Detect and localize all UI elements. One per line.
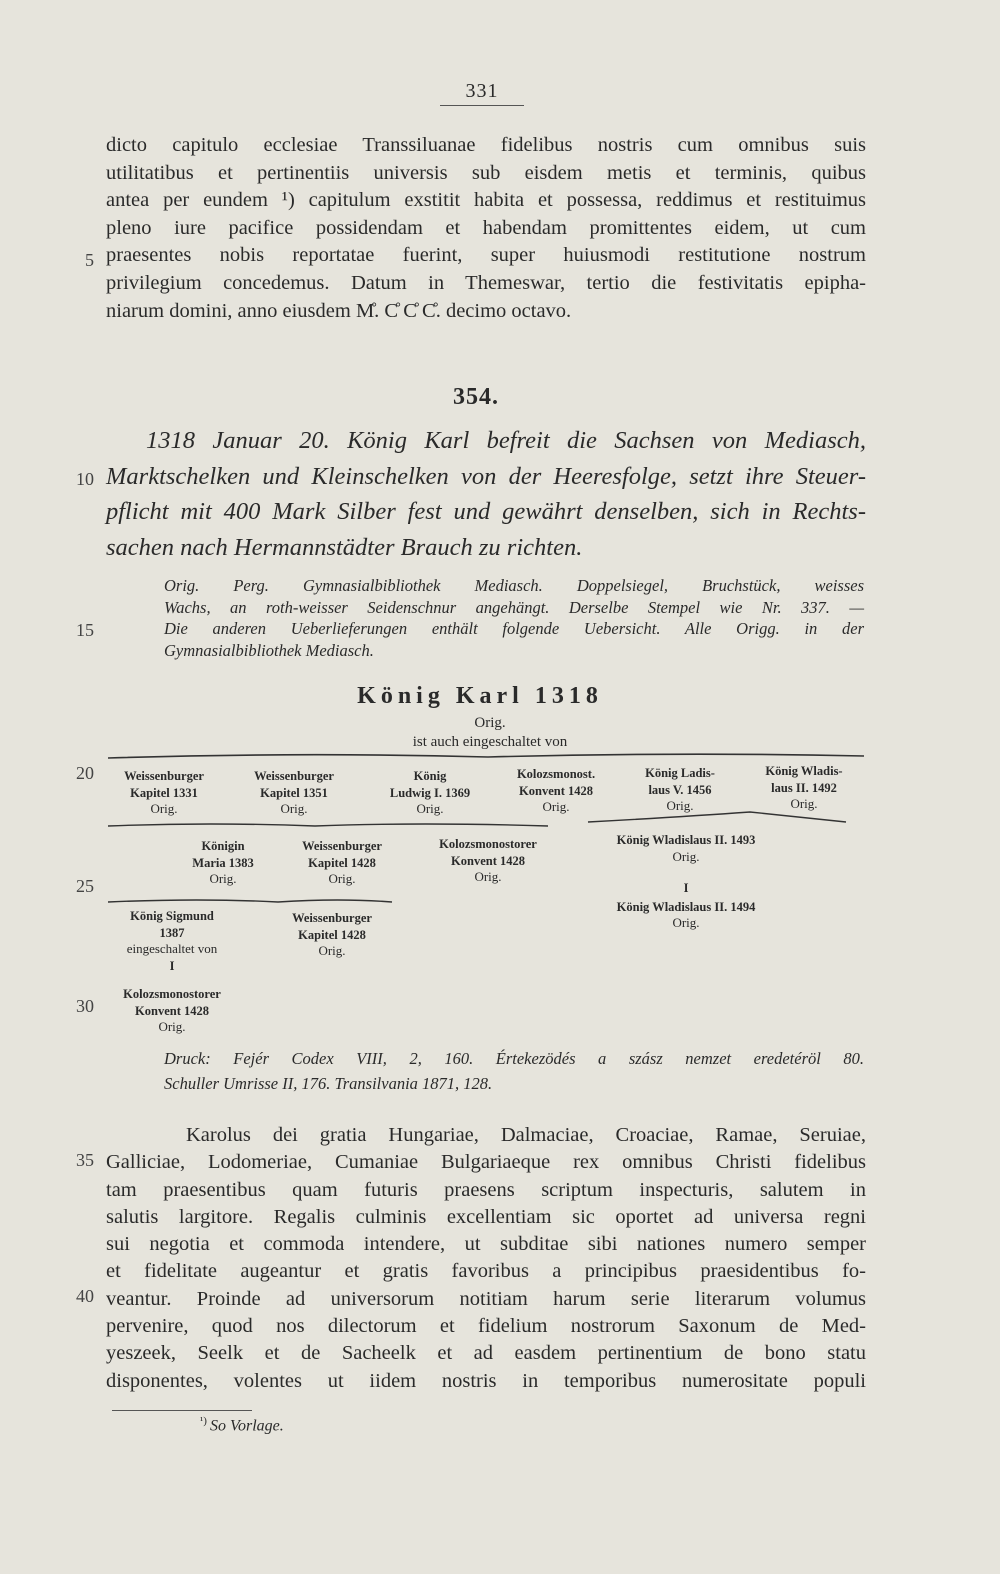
node-orig: eingeschaltet von (126, 941, 218, 956)
source-note (164, 575, 864, 661)
text-line: veantur. Proinde ad universorum notitiam harum serie literarum volumus (106, 1287, 866, 1310)
node-name: König Sigmund (130, 909, 214, 923)
node-name: Kapitel 1428 (308, 855, 376, 870)
text-line: salutis largitore. Regalis culminis excellentiam sic oportet ad universa regni (106, 1205, 866, 1228)
node-orig: Orig. (672, 848, 700, 864)
node-name: Kapitel 1331 (130, 785, 198, 800)
node-name: Weissenburger (302, 839, 382, 853)
text-line: sui negotia et commoda intendere, ut subditae sibi nationes numero semper (106, 1233, 866, 1256)
line-number: 30 (76, 996, 94, 1016)
node-name: Weissenburger (254, 769, 334, 783)
charter-text (106, 1122, 866, 1395)
note-line: Wachs, an roth-weisser Seidenschnur angehängt. Derselbe Stempel wie Nr. 337. — (164, 597, 864, 617)
note-line: Gymnasialbibliothek Mediasch. (164, 640, 374, 660)
node-orig: Orig. (158, 1019, 186, 1034)
line-number: 25 (76, 876, 94, 896)
text-line: niarum domini, anno eiusdem M̊. C̊ C̊ C̊. decimo octavo. (106, 299, 572, 322)
node-orig: Orig. (328, 871, 356, 886)
line-number: 10 (76, 469, 94, 489)
node-name: Konvent 1428 (135, 1003, 209, 1018)
druck-line: Druck: Fejér Codex VIII, 2, 160. Értekezödés a szász nemzet eredetéröl 80. (164, 1049, 864, 1068)
regest-line: Marktschelken und Kleinschelken von der Heeresfolge, setzt ihre Steuer- (106, 462, 866, 490)
node-name: 1387 (159, 925, 185, 940)
node-name: Konvent 1428 (451, 853, 525, 868)
stemma-orig: Orig. (474, 715, 506, 731)
stemma-node (500, 766, 612, 816)
node-orig: Orig. (672, 915, 700, 930)
print-references (164, 1046, 864, 1096)
node-name: Ludwig I. 1369 (389, 785, 471, 800)
stemma-node (586, 880, 786, 932)
node-orig: Orig. (280, 801, 308, 816)
node-name: König Wladis- (765, 764, 843, 778)
node-orig: Orig. (666, 798, 694, 813)
stemma-node (168, 838, 278, 888)
stemma-node (104, 986, 240, 1036)
text-line: Karolus dei gratia Hungariae, Dalmaciae, Croaciae, Ramae, Seruiae, (186, 1124, 866, 1146)
paragraph-continuation (106, 132, 866, 325)
text-line: antea per eundem ¹) capitulum exstitit habita et possessa, reddimus et restituimus (106, 189, 866, 212)
link-bar: I (683, 881, 689, 895)
node-name: Weissenburger (124, 769, 204, 783)
line-number: 5 (85, 250, 94, 270)
text-line: pervenire, quod nos dilectorum et fidelium nostrorum Saxonum de Med- (106, 1315, 866, 1338)
line-number: 40 (76, 1286, 94, 1306)
document-number: 354. (453, 384, 499, 410)
note-line: Orig. Perg. Gymnasialbibliothek Mediasch. Doppelsiegel, Bruchstück, weisses (164, 576, 864, 595)
text-line: privilegium concedemus. Datum in Themeswar, tertio die festivitatis epipha- (106, 271, 866, 294)
node-name: Kolozsmonostorer (439, 837, 537, 851)
node-orig: Orig. (150, 801, 178, 816)
page-number: 331 (440, 80, 524, 106)
regest-line: pflicht mit 400 Mark Silber fest und gewährt denselben, sich in Rechts- (106, 498, 866, 525)
regest-line: sachen nach Hermannstädter Brauch zu richten. (106, 533, 583, 561)
stemma-node (270, 910, 394, 960)
stemma-node (104, 908, 240, 974)
node-orig: Orig. (474, 869, 502, 884)
node-name: Kolozsmonostorer (123, 987, 221, 1001)
text-line: Galliciae, Lodomeriae, Cumaniae Bulgariaeque rex omnibus Christi fidelibus (106, 1151, 866, 1174)
stemma-node (420, 836, 556, 886)
node-name: Kolozsmonost. (516, 767, 596, 781)
node-orig: Orig. (318, 943, 346, 958)
text-line: pleno iure pacifice possidendam et habendam promittentes eidem, ut cum (106, 216, 866, 239)
node-name: König (413, 769, 447, 783)
stemma-subtitle: ist auch eingeschaltet von (412, 734, 568, 750)
node-name: Weissenburger (292, 911, 372, 925)
text-line: disponentes, volentes ut iidem nostris in temporibus numerositate populi (106, 1369, 866, 1392)
node-name: Königin (201, 839, 245, 853)
node-name: Maria 1383 (192, 855, 254, 870)
node-name: Kapitel 1428 (298, 927, 366, 942)
stemma-node (752, 763, 856, 813)
line-number: 20 (76, 763, 94, 783)
node-name: König Wladislaus II. 1494 (616, 899, 756, 914)
line-number: 15 (76, 620, 94, 640)
footnote-mark: ¹) (200, 1415, 207, 1427)
stemma-node (586, 832, 786, 865)
note-line: Die anderen Ueberlieferungen enthält folgende Uebersicht. Alle Origg. in der (164, 619, 864, 638)
text-line: et fidelitate augeantur et gratis favoribus a principibus praesidentibus fo- (106, 1260, 866, 1283)
line-number: 35 (76, 1150, 94, 1170)
node-name: Konvent 1428 (519, 783, 593, 798)
stemma-node (104, 768, 224, 818)
node-orig: Orig. (416, 801, 444, 816)
stemma-node (628, 765, 732, 815)
text-line: utilitatibus et pertinentiis universis sub eisdem metis et terminis, quibus (106, 161, 866, 184)
text-line: tam praesentibus quam futuris praesens scriptum inspecturis, salutem in (106, 1178, 866, 1201)
text-line: yeszeek, Seelk et de Sacheelk et ad easdem pertinentium de bono statu (106, 1342, 866, 1365)
node-name: König Wladislaus II. 1493 (616, 833, 756, 847)
footnote-rule (112, 1410, 252, 1411)
footnote-text: So Vorlage. (209, 1417, 284, 1435)
stemma-node (282, 838, 402, 888)
node-orig: Orig. (542, 799, 570, 814)
node-name: laus V. 1456 (648, 782, 712, 797)
footnote (200, 1415, 284, 1435)
regest (106, 423, 866, 565)
stemma-node (370, 768, 490, 818)
node-orig: Orig. (209, 871, 237, 886)
text-line: praesentes nobis reportatae fuerint, super huiusmodi restitutione nostrum (106, 244, 866, 267)
stemma-node (234, 768, 354, 818)
node-name: laus II. 1492 (771, 780, 837, 795)
link-bar: I (169, 958, 175, 973)
node-orig: Orig. (790, 796, 818, 811)
stemma-title: König Karl 1318 (357, 683, 603, 709)
node-name: Kapitel 1351 (260, 785, 328, 800)
druck-line: Schuller Umrisse II, 176. Transilvania 1871, 128. (164, 1074, 493, 1093)
text-line: dicto capitulo ecclesiae Transsiluanae fidelibus nostris cum omnibus suis (106, 134, 866, 156)
node-name: König Ladis- (645, 766, 715, 780)
regest-line: 1318 Januar 20. König Karl befreit die Sachsen von Mediasch, (146, 427, 866, 454)
